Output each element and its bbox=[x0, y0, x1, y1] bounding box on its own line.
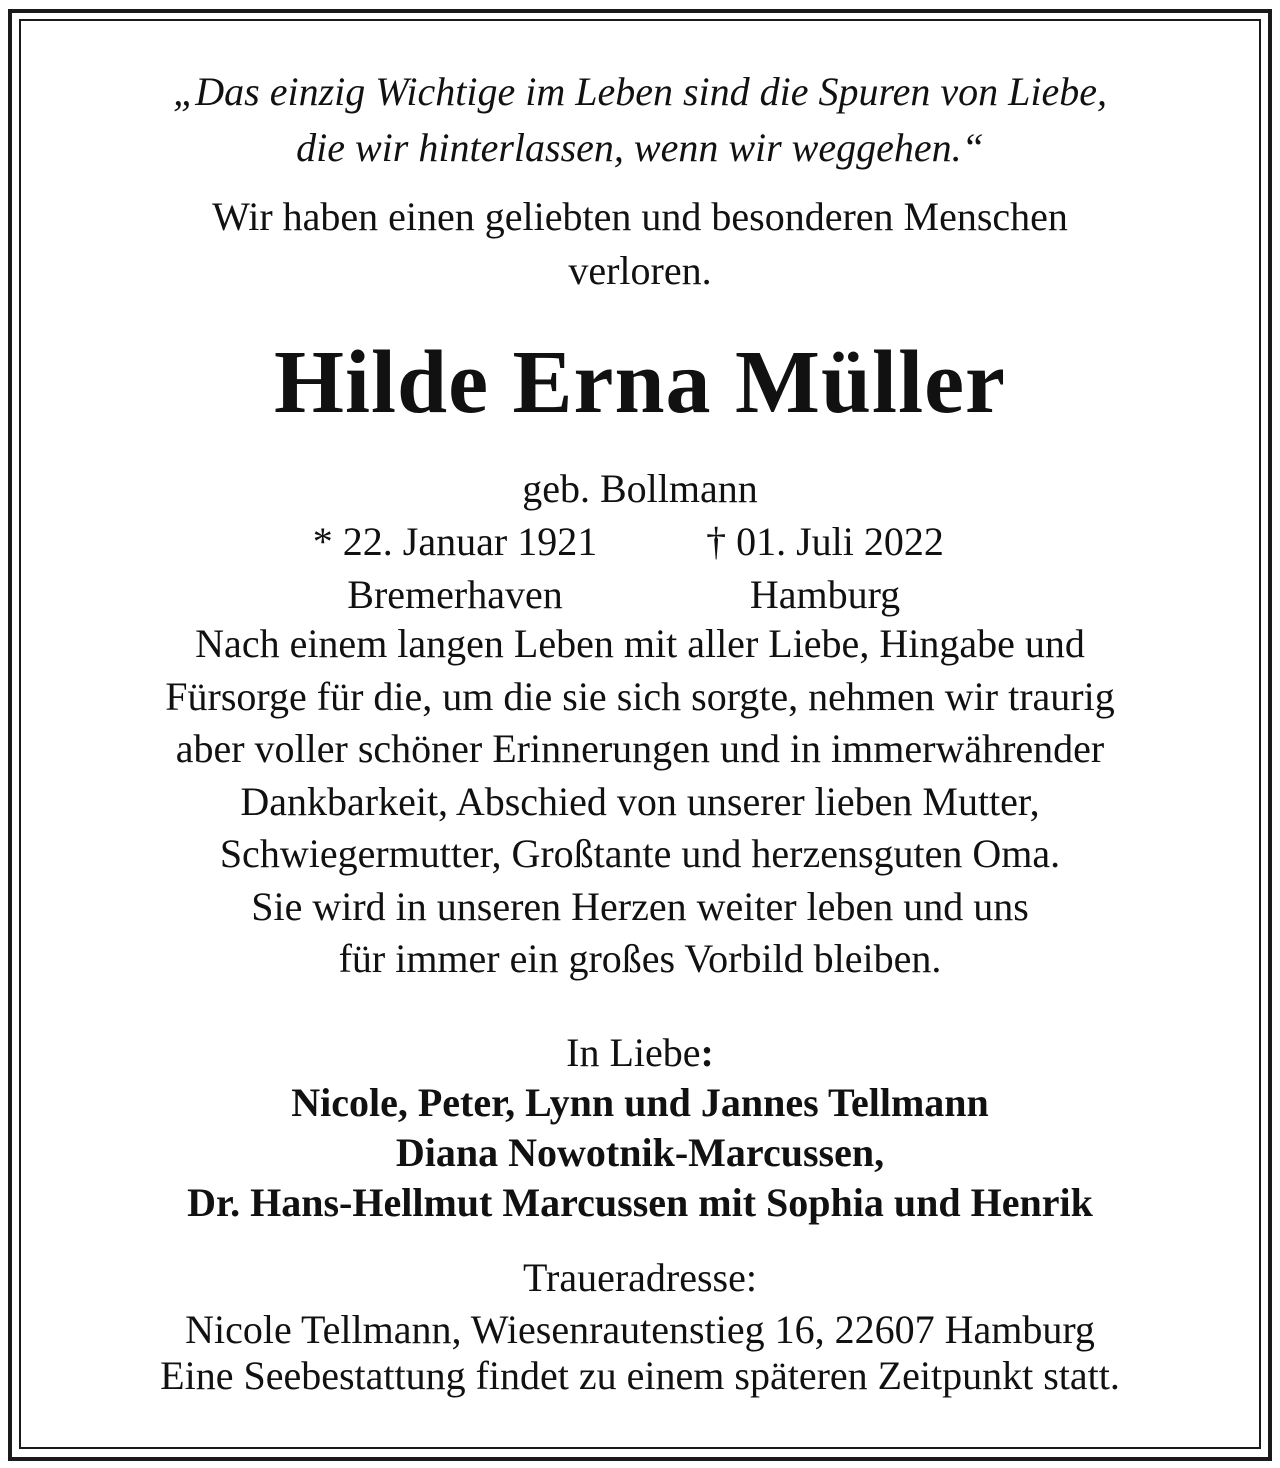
maiden-name: geb. Bollmann bbox=[522, 466, 758, 511]
death-date: † 01. Juli 2022 bbox=[706, 519, 944, 564]
mourners-heading bbox=[22, 1028, 1258, 1078]
mourners-section bbox=[22, 1028, 1258, 1228]
obituary-notice bbox=[22, 22, 1258, 1446]
message-line: Dankbarkeit, Abschied von unserer lieben Mutter, bbox=[240, 778, 1040, 824]
quote-line-1: „Das einzig Wichtige im Leben sind die Spuren von Liebe, bbox=[173, 69, 1107, 114]
deceased-name: Hilde Erna Müller bbox=[274, 333, 1006, 432]
mourning-address bbox=[22, 1252, 1258, 1356]
places-row bbox=[22, 568, 1258, 621]
quote-line-2: die wir hinterlassen, wenn wir weggehen.“ bbox=[296, 125, 984, 170]
mourners-heading-text: In Liebe bbox=[566, 1030, 701, 1075]
mourner-name: Nicole, Peter, Lynn und Jannes Tellmann bbox=[291, 1080, 989, 1125]
message-line: Nach einem langen Leben mit aller Liebe, Hingabe und bbox=[195, 621, 1085, 666]
message-line: Fürsorge für die, um die sie sich sorgte, nehmen wir traurig bbox=[165, 673, 1115, 719]
vital-data bbox=[22, 462, 1258, 621]
birth-place: Bremerhaven bbox=[347, 572, 563, 617]
message-line: Sie wird in unseren Herzen weiter leben und uns bbox=[251, 883, 1029, 929]
death-place: Hamburg bbox=[749, 572, 901, 617]
address-label: Traueradresse: bbox=[522, 1255, 757, 1300]
mourner-name: Diana Nowotnik-Marcussen, bbox=[395, 1130, 885, 1175]
mourners-heading-colon: : bbox=[700, 1030, 714, 1075]
intro-line-2: verloren. bbox=[568, 248, 712, 293]
birth-date: * 22. Januar 1921 bbox=[312, 519, 598, 564]
address-value: Nicole Tellmann, Wiesenrautenstieg 16, 22607 Hamburg bbox=[185, 1307, 1095, 1352]
burial-notice: Eine Seebestattung findet zu einem späteren Zeitpunkt statt. bbox=[160, 1353, 1120, 1398]
intro-text bbox=[22, 190, 1258, 298]
intro-line-1: Wir haben einen geliebten und besonderen Menschen bbox=[212, 194, 1068, 239]
mourner-name: Dr. Hans-Hellmut Marcussen mit Sophia und Henrik bbox=[187, 1180, 1093, 1225]
message-line: aber voller schöner Erinnerungen und in immerwährender bbox=[175, 726, 1105, 771]
message-line: Schwiegermutter, Großtante und herzensguten Oma. bbox=[219, 831, 1061, 876]
message-line: für immer ein großes Vorbild bleiben. bbox=[338, 936, 942, 981]
dates-row bbox=[22, 515, 1258, 568]
farewell-message bbox=[22, 618, 1258, 986]
opening-quote bbox=[22, 64, 1258, 176]
